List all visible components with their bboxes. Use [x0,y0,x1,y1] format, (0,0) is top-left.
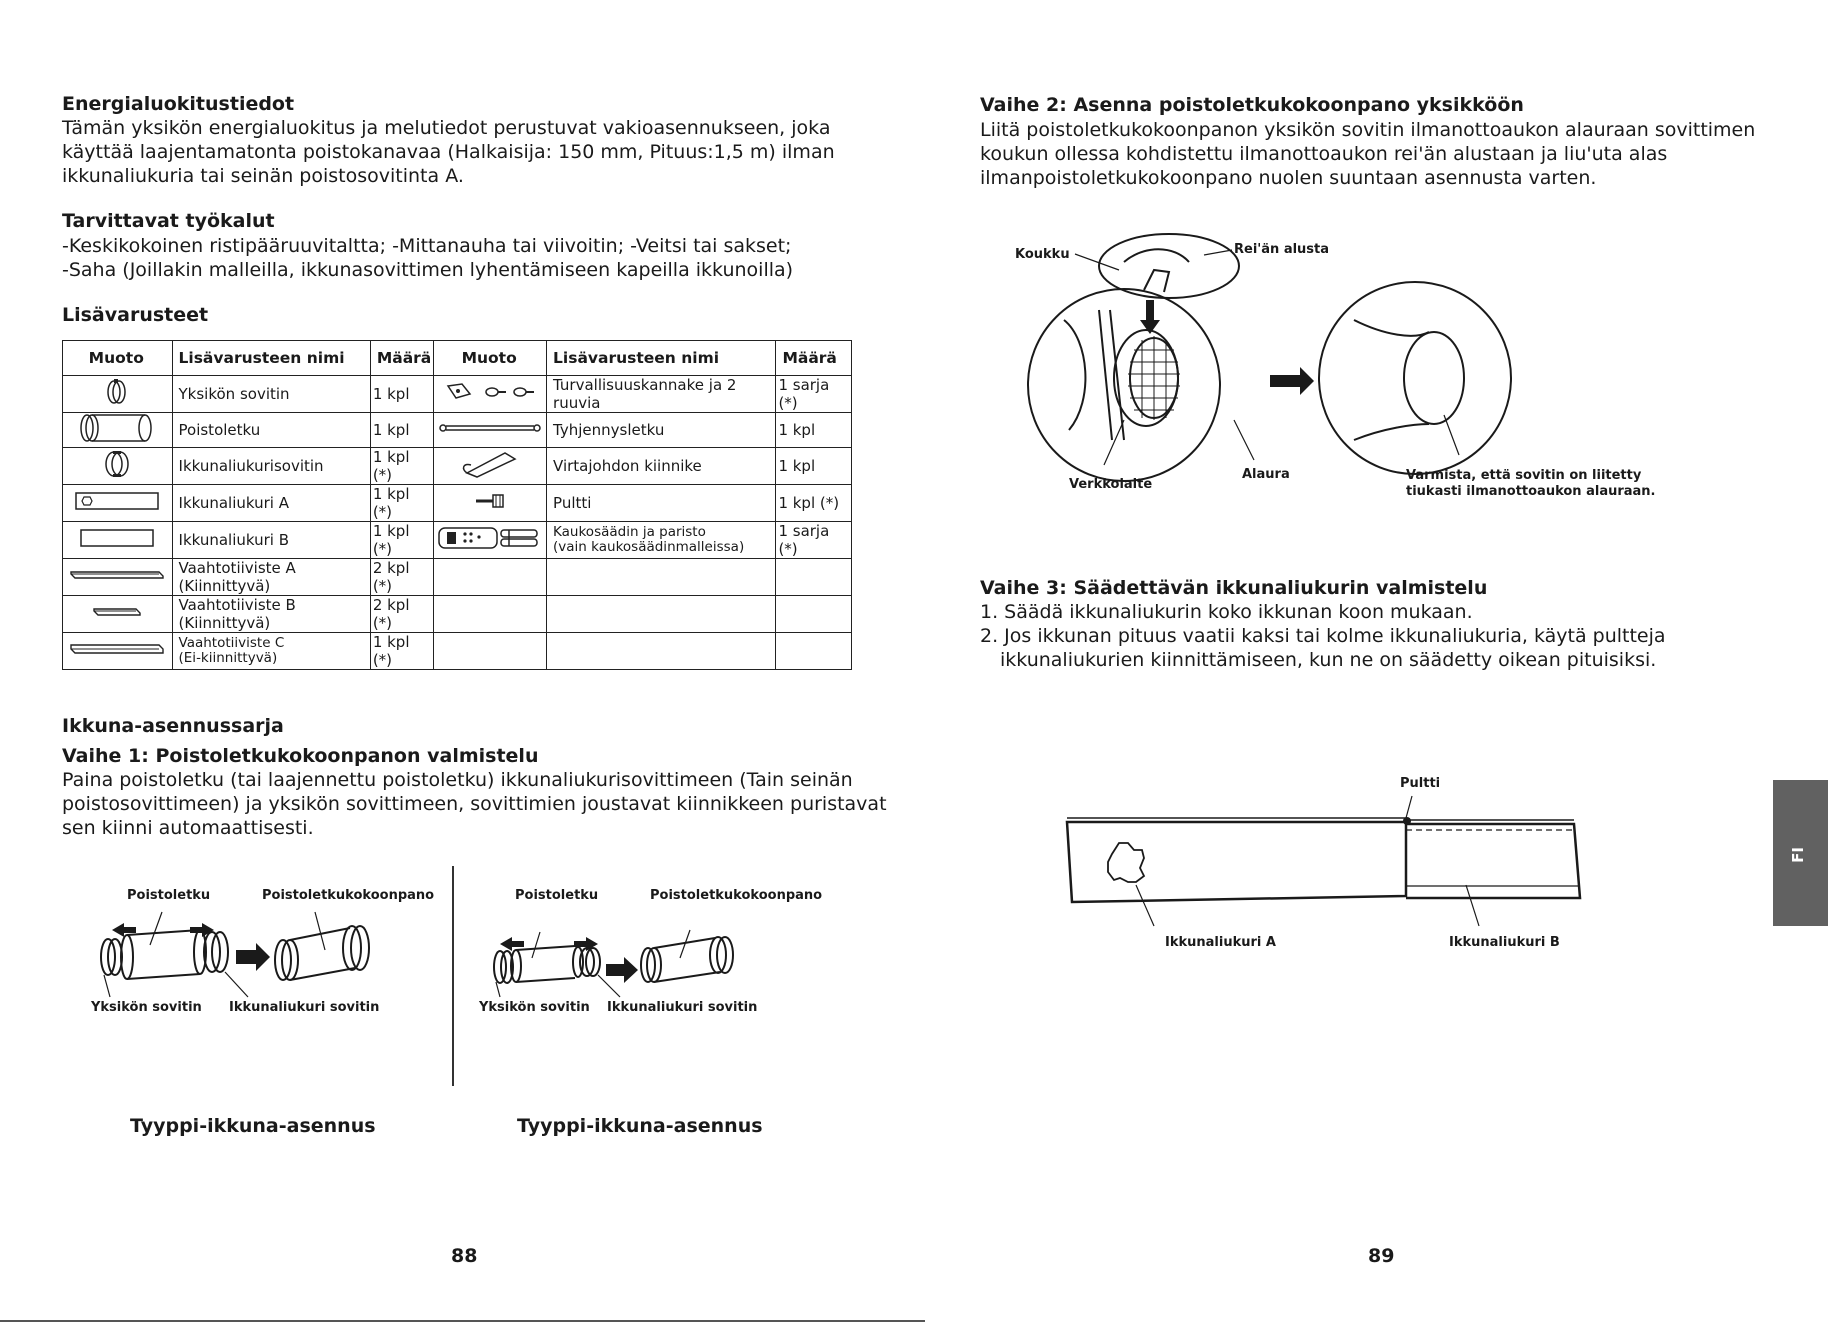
figure-label: Yksikön sovitin [91,1000,202,1015]
empty-cell [776,633,852,670]
table-header-row [63,341,852,376]
step1-text-3: sen kiinni automaattisesti. [62,817,314,839]
table-row [63,596,852,633]
accessory-name-line: Kaukosäädin ja paristo [553,524,706,540]
energy-text-2: käyttää laajentamatonta poistokanavaa (Halkaisija: 150 mm, Pituus:1,5 m) ilman [62,141,835,163]
column-header: Muoto [63,341,173,376]
bolt-icon [434,485,547,522]
figure-label: Poistoletku [127,888,211,903]
step3-item-2-cont: ikkunaliukurien kiinnittämiseen, kun ne on säädetty oikean pituisiksi. [1000,649,1657,671]
step3-item-2: 2. Jos ikkunan pituus vaatii kaksi tai kolme ikkunaliukuria, käytä pultteja [980,625,1666,647]
page-number: 88 [451,1245,478,1267]
empty-cell [434,596,547,633]
tools-text-1: -Keskikokoinen ristipääruuvitaltta; -Mittanauha tai viivoitin; -Veitsi tai sakset; [62,235,792,257]
accessory-name: Vaahtotiiviste A (Kiinnittyvä) [172,559,370,596]
accessory-name-line: (Ei-kiinnittyvä) [178,650,278,666]
step3-item-1: 1. Säädä ikkunaliukurin koko ikkunan koon mukaan. [980,601,1473,623]
column-header: Lisävarusteen nimi [547,341,776,376]
accessory-name-line: (vain kaukosäädinmalleissa) [553,539,745,555]
language-tab-label: FI [1788,847,1807,863]
figure-label: Rei'än alusta [1234,242,1330,257]
step1-text-2: poistosovittimeen) ja yksikön sovittimeen, sovittimien joustavat kiinnikkeen puristavat [62,793,887,815]
foam-seal-b-icon [63,596,173,633]
accessory-name: Yksikön sovitin [172,376,370,413]
step2-text-3: ilmanpoistoletkukokoonpano nuolen suuntaan asennusta varten. [980,167,1597,189]
accessory-qty: 1 kpl [776,448,852,485]
page-bottom-rule [0,1320,925,1322]
table-row [63,522,852,559]
step2-text-2: koukun ollessa kohdistettu ilmanottoaukon rei'än alustaan ja liu'uta alas [980,143,1668,165]
figure-label: Ikkunaliukuri sovitin [607,1000,758,1015]
unit-adapter-icon [63,376,173,413]
accessory-name: Tyhjennysletku [547,413,776,448]
step2-heading: Vaihe 2: Asenna poistoletkukokoonpano yksikköön [980,94,1524,116]
accessory-name: Pultti [547,485,776,522]
figure-label: tiukasti ilmanottoaukon alauraan. [1406,484,1656,499]
accessory-qty: 1 kpl (*) [776,485,852,522]
window-kit-heading: Ikkuna-asennussarja [62,715,284,737]
figure-caption: Tyyppi-ikkuna-asennus [517,1115,763,1137]
accessory-name: Ikkunaliukuri A [172,485,370,522]
accessory-qty: 1 sarja (*) [776,376,852,413]
figure-label: Verkkolaite [1069,477,1153,492]
figure-label: Poistoletku [515,888,599,903]
safety-bracket-screws-icon [434,376,547,413]
figure-divider [452,866,454,1086]
page-number: 89 [1368,1245,1395,1267]
accessory-qty: 2 kpl (*) [370,559,433,596]
accessory-name: Ikkunaliukuri B [172,522,370,559]
right-page [914,0,1828,1324]
table-row [63,633,852,670]
figure-label: Poistoletkukokoonpano [262,888,435,903]
energy-text-1: Tämän yksikön energialuokitus ja melutiedot perustuvat vakioasennukseen, joka [62,117,831,139]
exhaust-hose-icon [63,413,173,448]
figure-label: Pultti [1400,776,1441,791]
empty-cell [776,596,852,633]
window-slider-adapter-icon [63,448,173,485]
remote-battery-icon [434,522,547,559]
accessory-qty: 1 kpl [370,376,433,413]
figure-label: Koukku [1015,247,1070,262]
column-header: Määrä [370,341,433,376]
accessory-qty: 1 kpl (*) [370,522,433,559]
figure-label: Ikkunaliukuri B [1449,935,1560,950]
table-row [63,448,852,485]
tools-text-2: -Saha (Joillakin malleilla, ikkunasovittimen lyhentämiseen kapeilla ikkunoilla) [62,259,794,281]
step1-text-1: Paina poistoletku (tai laajennettu poistoletku) ikkunaliukurisovittimeen (Tain seinän [62,769,853,791]
figure-label: Ikkunaliukuri A [1165,935,1276,950]
accessory-name-line: Vaahtotiiviste C [178,635,285,651]
energy-heading: Energialuokitustiedot [62,93,295,115]
accessories-heading: Lisävarusteet [62,304,209,326]
foam-seal-a-icon [63,559,173,596]
window-slider-a-icon [63,485,173,522]
accessory-name: Vaahtotiiviste B (Kiinnittyvä) [172,596,370,633]
accessory-qty: 1 kpl (*) [370,633,433,670]
accessory-name [547,522,776,559]
accessory-qty: 1 kpl (*) [370,448,433,485]
accessory-qty: 1 kpl (*) [370,485,433,522]
figure-caption: Tyyppi-ikkuna-asennus [130,1115,376,1137]
table-row [63,485,852,522]
foam-seal-c-icon [63,633,173,670]
accessory-name: Poistoletku [172,413,370,448]
accessory-name: Virtajohdon kiinnike [547,448,776,485]
drain-hose-icon [434,413,547,448]
accessory-qty: 2 kpl (*) [370,596,433,633]
accessories-table [62,340,852,670]
cord-holder-icon [434,448,547,485]
figure-label: Varmista, että sovitin on liitetty [1406,468,1642,483]
figure-label: Ikkunaliukuri sovitin [229,1000,380,1015]
figure-label: Alaura [1242,467,1290,482]
step3-heading: Vaihe 3: Säädettävän ikkunaliukurin valmistelu [980,577,1488,599]
empty-cell [547,633,776,670]
figure-label: Yksikön sovitin [479,1000,590,1015]
energy-text-3: ikkunaliukuria tai seinän poistosovitinta A. [62,165,464,187]
step1-heading: Vaihe 1: Poistoletkukokoonpanon valmistelu [62,745,539,767]
table-row [63,559,852,596]
table-row [63,376,852,413]
empty-cell [547,596,776,633]
empty-cell [434,633,547,670]
empty-cell [434,559,547,596]
accessory-qty: 1 kpl [370,413,433,448]
accessory-name: Ikkunaliukurisovitin [172,448,370,485]
empty-cell [547,559,776,596]
accessory-qty: 1 kpl [776,413,852,448]
empty-cell [776,559,852,596]
accessory-name [172,633,370,670]
window-slider-b-icon [63,522,173,559]
step2-text-1: Liitä poistoletkukokoonpanon yksikön sovitin ilmanottoaukon alauraan sovittimen [980,119,1756,141]
tools-heading: Tarvittavat työkalut [62,210,275,232]
table-row [63,413,852,448]
column-header: Määrä [776,341,852,376]
column-header: Muoto [434,341,547,376]
accessory-name: Turvallisuuskannake ja 2 ruuvia [547,376,776,413]
figure-label: Poistoletkukokoonpano [650,888,823,903]
accessory-qty: 1 sarja (*) [776,522,852,559]
column-header: Lisävarusteen nimi [172,341,370,376]
